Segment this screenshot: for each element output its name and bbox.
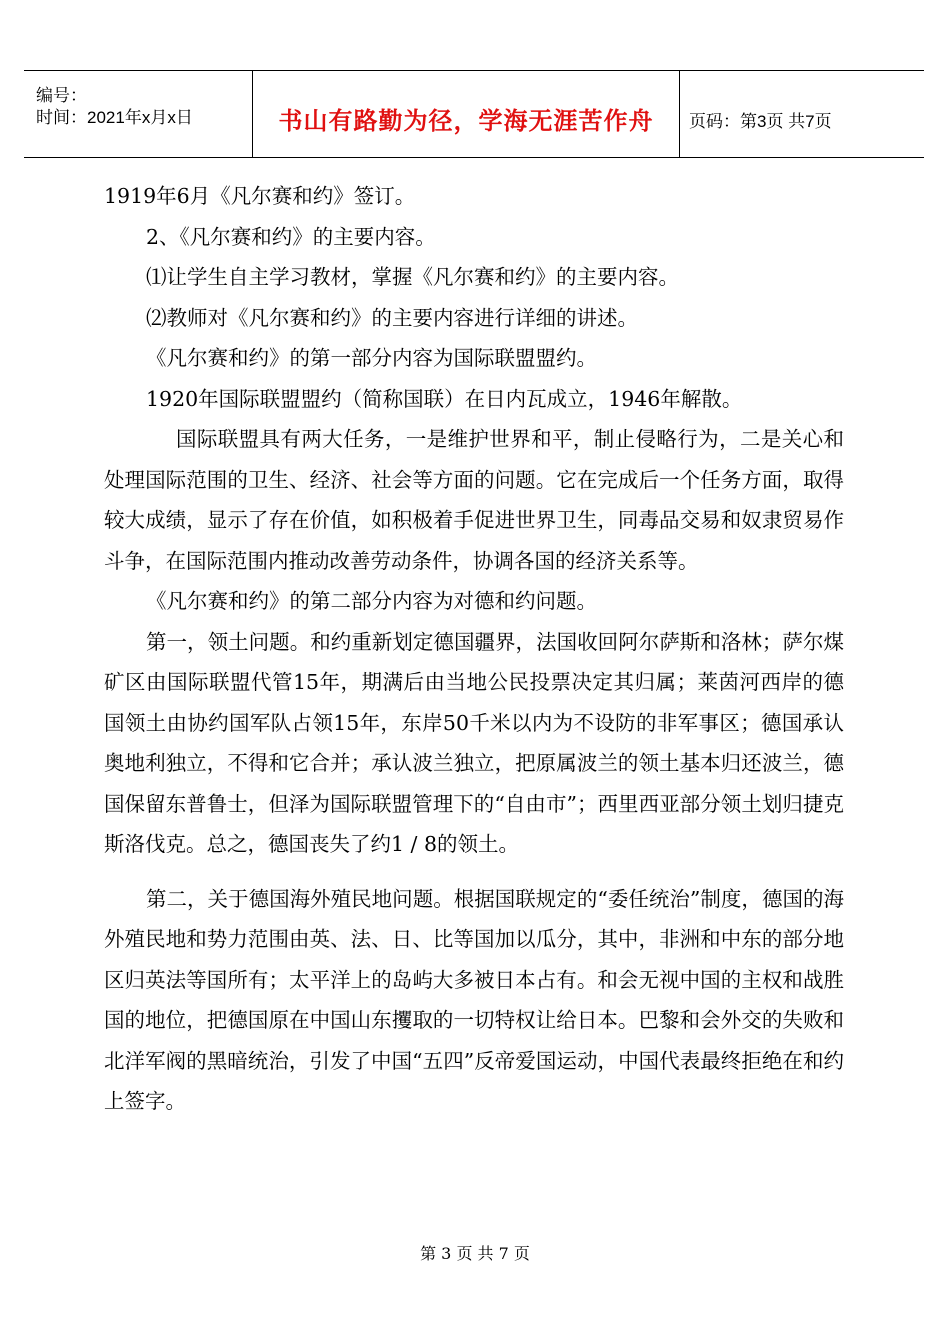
page-footer: 第 3 页 共 7 页 (420, 1244, 530, 1263)
body-paragraph: 1919年6月《凡尔赛和约》签订。 (104, 184, 416, 208)
header-page-label: 页码：第3页 共7页 (689, 112, 832, 131)
header-info-cell (24, 71, 252, 157)
document-body (104, 176, 844, 1122)
body-paragraph: 国际联盟具有两大任务，一是维护世界和平，制止侵略行为，二是关心和处理国际范围的卫生、经济、社会等方面的问题。它在完成后一个任务方面，取得较大成绩，显示了存在价值，如积极着手促进世界卫生，同毒品交易和奴隶贸易作斗争，在国际范围内推动改善劳动条件，协调各国的经济关系等。 (104, 427, 844, 573)
paragraph-spacer (104, 865, 844, 879)
header-page-cell (679, 71, 924, 157)
body-paragraph: ⑵教师对《凡尔赛和约》的主要内容进行详细的讲述。 (146, 305, 638, 330)
body-paragraph: ⑴让学生自主学习教材，掌握《凡尔赛和约》的主要内容。 (146, 265, 679, 289)
section-heading: 2、《凡尔赛和约》的主要内容。 (146, 224, 436, 249)
body-paragraph: 《凡尔赛和约》的第二部分内容为对德和约问题。 (146, 589, 597, 613)
body-paragraph: 第一，领土问题。和约重新划定德国疆界，法国收回阿尔萨斯和洛林；萨尔煤矿区由国际联盟代管15年，期满后由当地公民投票决定其归属；莱茵河西岸的德国领土由协约国军队占领15年，东岸50千米以内为不设防的非军事区；德国承认奥地利独立，不得和它合并；承认波兰独立，把原属波兰的领土基本归还波兰，德国保留东普鲁士，但泽为国际联盟管理下的“自由市”；西里西亚部分领土划归捷克斯洛伐克。总之，德国丧失了约1 / 8的领土。 (104, 629, 844, 856)
document-time-label: 时间：2021年x月x日 (36, 108, 193, 127)
body-paragraph: 《凡尔赛和约》的第一部分内容为国际联盟盟约。 (146, 346, 597, 370)
header-motto-cell (252, 71, 680, 157)
header-motto: 书山有路勤为径，学海无涯苦作舟 (278, 106, 654, 135)
body-paragraph: 第二，关于德国海外殖民地问题。根据国联规定的“委任统治”制度，德国的海外殖民地和势力范围由英、法、日、比等国加以瓜分，其中，非洲和中东的部分地区归英法等国所有；太平洋上的岛屿大多被日本占有。和会无视中国的主权和战胜国的地位，把德国原在中国山东攫取的一切特权让给日本。巴黎和会外交的失败和北洋军阀的黑暗统治，引发了中国“五四”反帝爱国运动，中国代表最终拒绝在和约上签字。 (104, 886, 844, 1113)
body-paragraph: 1920年国际联盟盟约（简称国联）在日内瓦成立，1946年解散。 (146, 386, 743, 411)
document-number-label: 编号： (36, 86, 87, 105)
page-header (24, 70, 924, 158)
